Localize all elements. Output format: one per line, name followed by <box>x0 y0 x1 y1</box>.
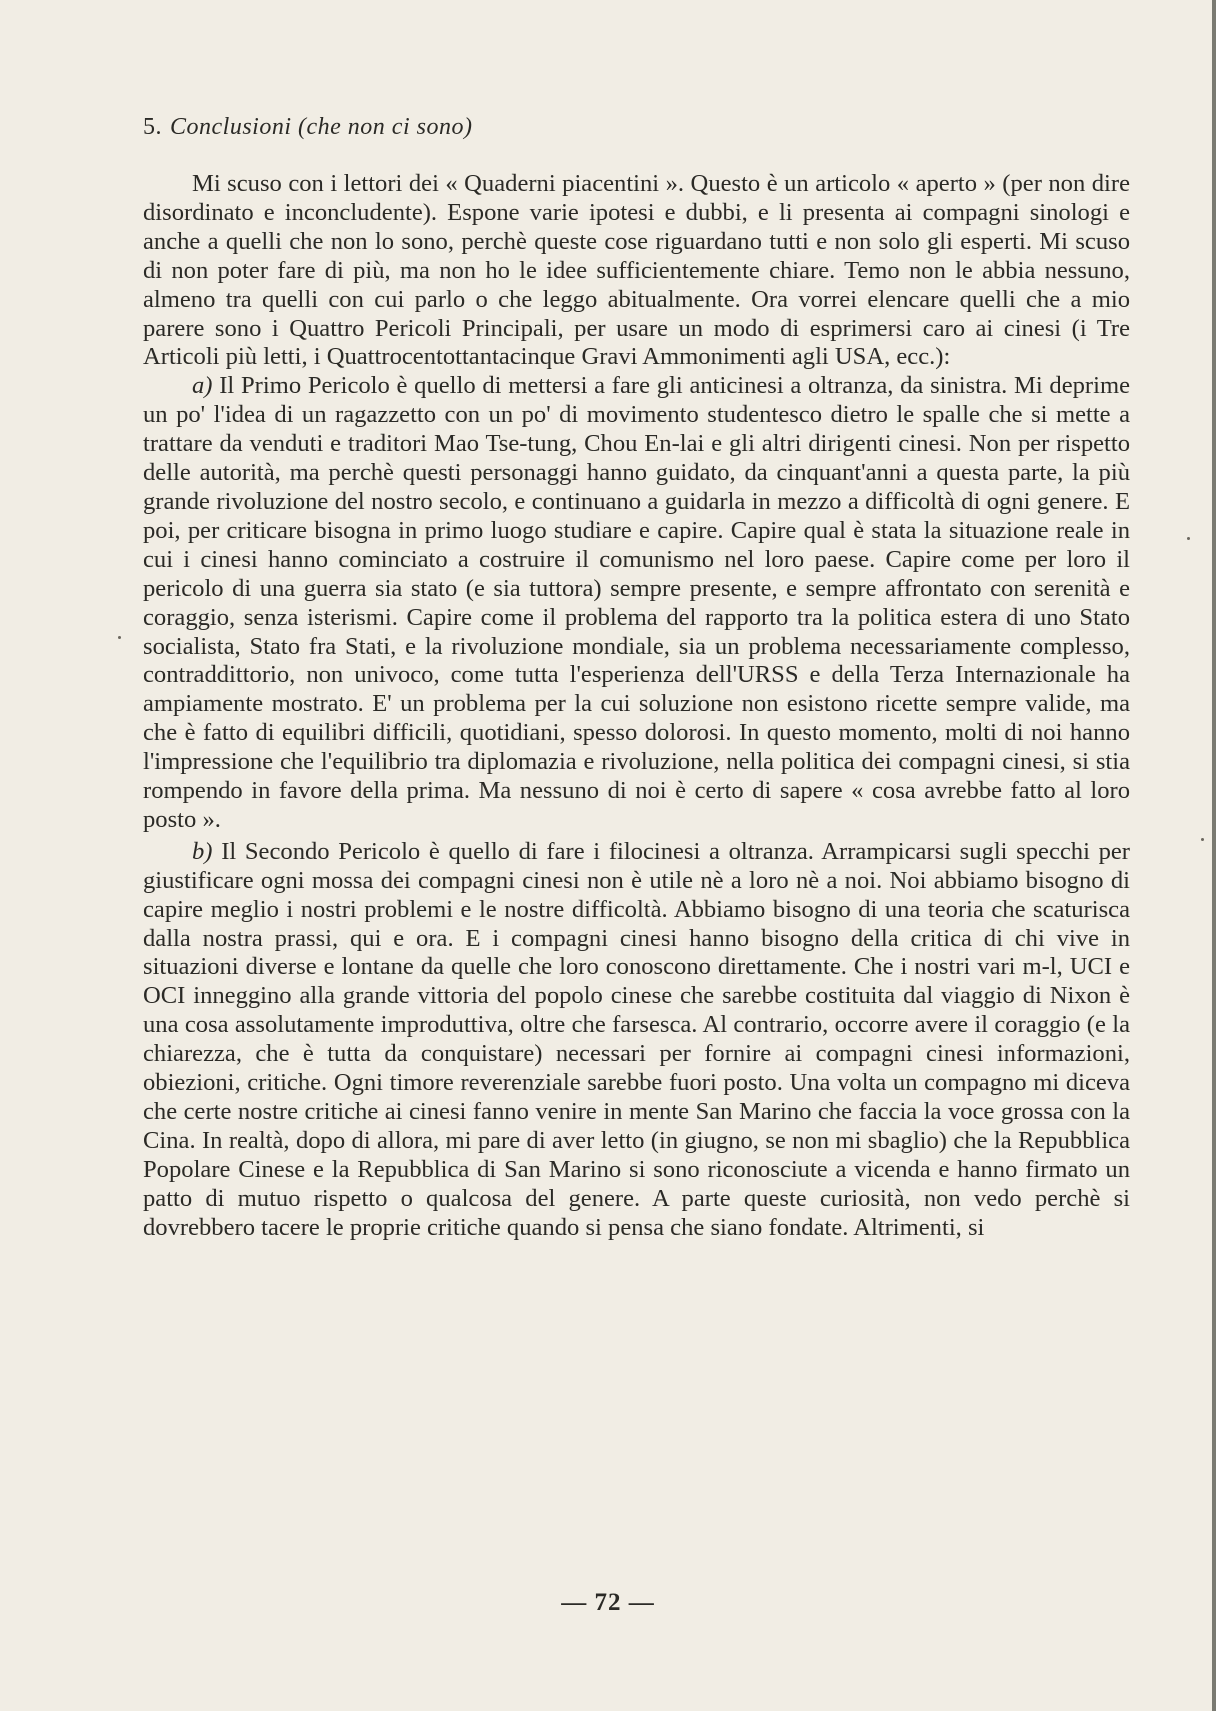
paper-speck <box>1187 537 1190 540</box>
paragraph-intro: Mi scuso con i lettori dei « Quaderni piacentini ». Questo è un articolo « aperto » (per non dire disordinato e inconcludente). Espone varie ipotesi e dubbi, e li presenta ai compagni sinologi e anche a quelli che non lo sono, perchè queste cose riguardano tutti e non solo gli esperti. Mi scuso di non poter fare di più, ma non ho le idee sufficientemente chiare. Temo non le abbia nessuno, almeno tra quelli con cui parlo o che leggo abitualmente. Ora vorrei elencare quelli che a mio parere sono i Quattro Pericoli Principali, per usare un modo di esprimersi caro ai cinesi (i Tre Articoli più letti, i Quattrocentottantacinque Gravi Ammonimenti agli USA, ecc.): <box>143 170 1130 371</box>
paragraph-a-label: a) <box>192 372 213 400</box>
paper-speck <box>1201 838 1204 841</box>
page-content <box>143 112 1130 1243</box>
section-number: 5. <box>143 114 162 140</box>
page-edge <box>1212 0 1216 1711</box>
paragraph-a-text: Il Primo Pericolo è quello di mettersi a fare gli anticinesi a oltranza, da sinistra. Mi deprime un po' l'idea di un ragazzetto con un po' di movimento studentesco dietro le spalle che si mette a trattare da venduti e traditori Mao Tse-tung, Chou En-lai e gli altri dirigenti cinesi. Non per rispetto delle autorità, ma perchè questi personaggi hanno guidato, da cinquant'anni a questa parte, la più grande rivoluzione del nostro secolo, e continuano a guidarla in mezzo a difficoltà di ogni genere. E poi, per criticare bisogna in primo luogo studiare e capire. Capire qual è stata la situazione reale in cui i cinesi hanno cominciato a costruire il comunismo nel loro paese. Capire come per loro il pericolo di una guerra sia stato (e sia tuttora) sempre presente, e sempre affrontato con serenità e coraggio, senza isterismi. Capire come il problema del rapporto tra la politica estera di uno Stato socialista, Stato fra Stati, e la rivoluzione mondiale, sia un problema necessariamente complesso, contraddittorio, non univoco, come tutta l'esperienza dell'URSS e della Terza Internazionale ha ampiamente mostrato. E' un problema per la cui soluzione non esistono ricette sempre valide, ma che è fatto di equilibri difficili, quotidiani, spesso dolorosi. In questo momento, molti di noi hanno l'impressione che l'equilibrio tra diplomazia e rivoluzione, nella politica dei compagni cinesi, si stia rompendo in favore della prima. Ma nessuno di noi è certo di sapere « cosa avrebbe fatto al loro posto ». <box>143 372 1130 833</box>
paper-speck <box>118 636 121 639</box>
paragraph-b <box>143 838 1130 1243</box>
section-heading <box>143 112 1130 142</box>
paragraph-b-text: Il Secondo Pericolo è quello di fare i filocinesi a oltranza. Arrampicarsi sugli specchi per giustificare ogni mossa dei compagni cinesi non è utile nè a loro nè a noi. Noi abbiamo bisogno di capire meglio i nostri problemi e le nostre difficoltà. Abbiamo bisogno di una teoria che scaturisca dalla nostra prassi, qui e ora. E i compagni cinesi hanno bisogno della critica di chi vive in situazioni diverse e lontane da quelle che loro conoscono direttamente. Che i nostri vari m-l, UCI e OCI inneggino alla grande vittoria del popolo cinese che sarebbe costituita dal viaggio di Nixon è una cosa assolutamente improduttiva, oltre che farsesca. Al contrario, occorre avere il coraggio (e la chiarezza, che è tutta da conquistare) necessari per fornire ai compagni cinesi informazioni, obiezioni, critiche. Ogni timore reverenziale sarebbe fuori posto. Una volta un compagno mi diceva che certe nostre critiche ai cinesi fanno venire in mente San Marino che faccia la voce grossa con la Cina. In realtà, dopo di allora, mi pare di aver letto (in giugno, se non mi sbaglio) che la Repubblica Popolare Cinese e la Repubblica di San Marino si sono riconosciute a vicenda e hanno firmato un patto di mutuo rispetto o qualcosa del genere. A parte queste curiosità, non vedo perchè si dovrebbero tacere le proprie critiche quando si pensa che siano fondate. Altrimenti, si <box>143 837 1130 1241</box>
page-number: — 72 — <box>561 1589 655 1616</box>
paragraph-b-label: b) <box>192 837 213 865</box>
paragraph-a <box>143 372 1130 835</box>
section-title: Conclusioni (che non ci sono) <box>170 114 473 140</box>
